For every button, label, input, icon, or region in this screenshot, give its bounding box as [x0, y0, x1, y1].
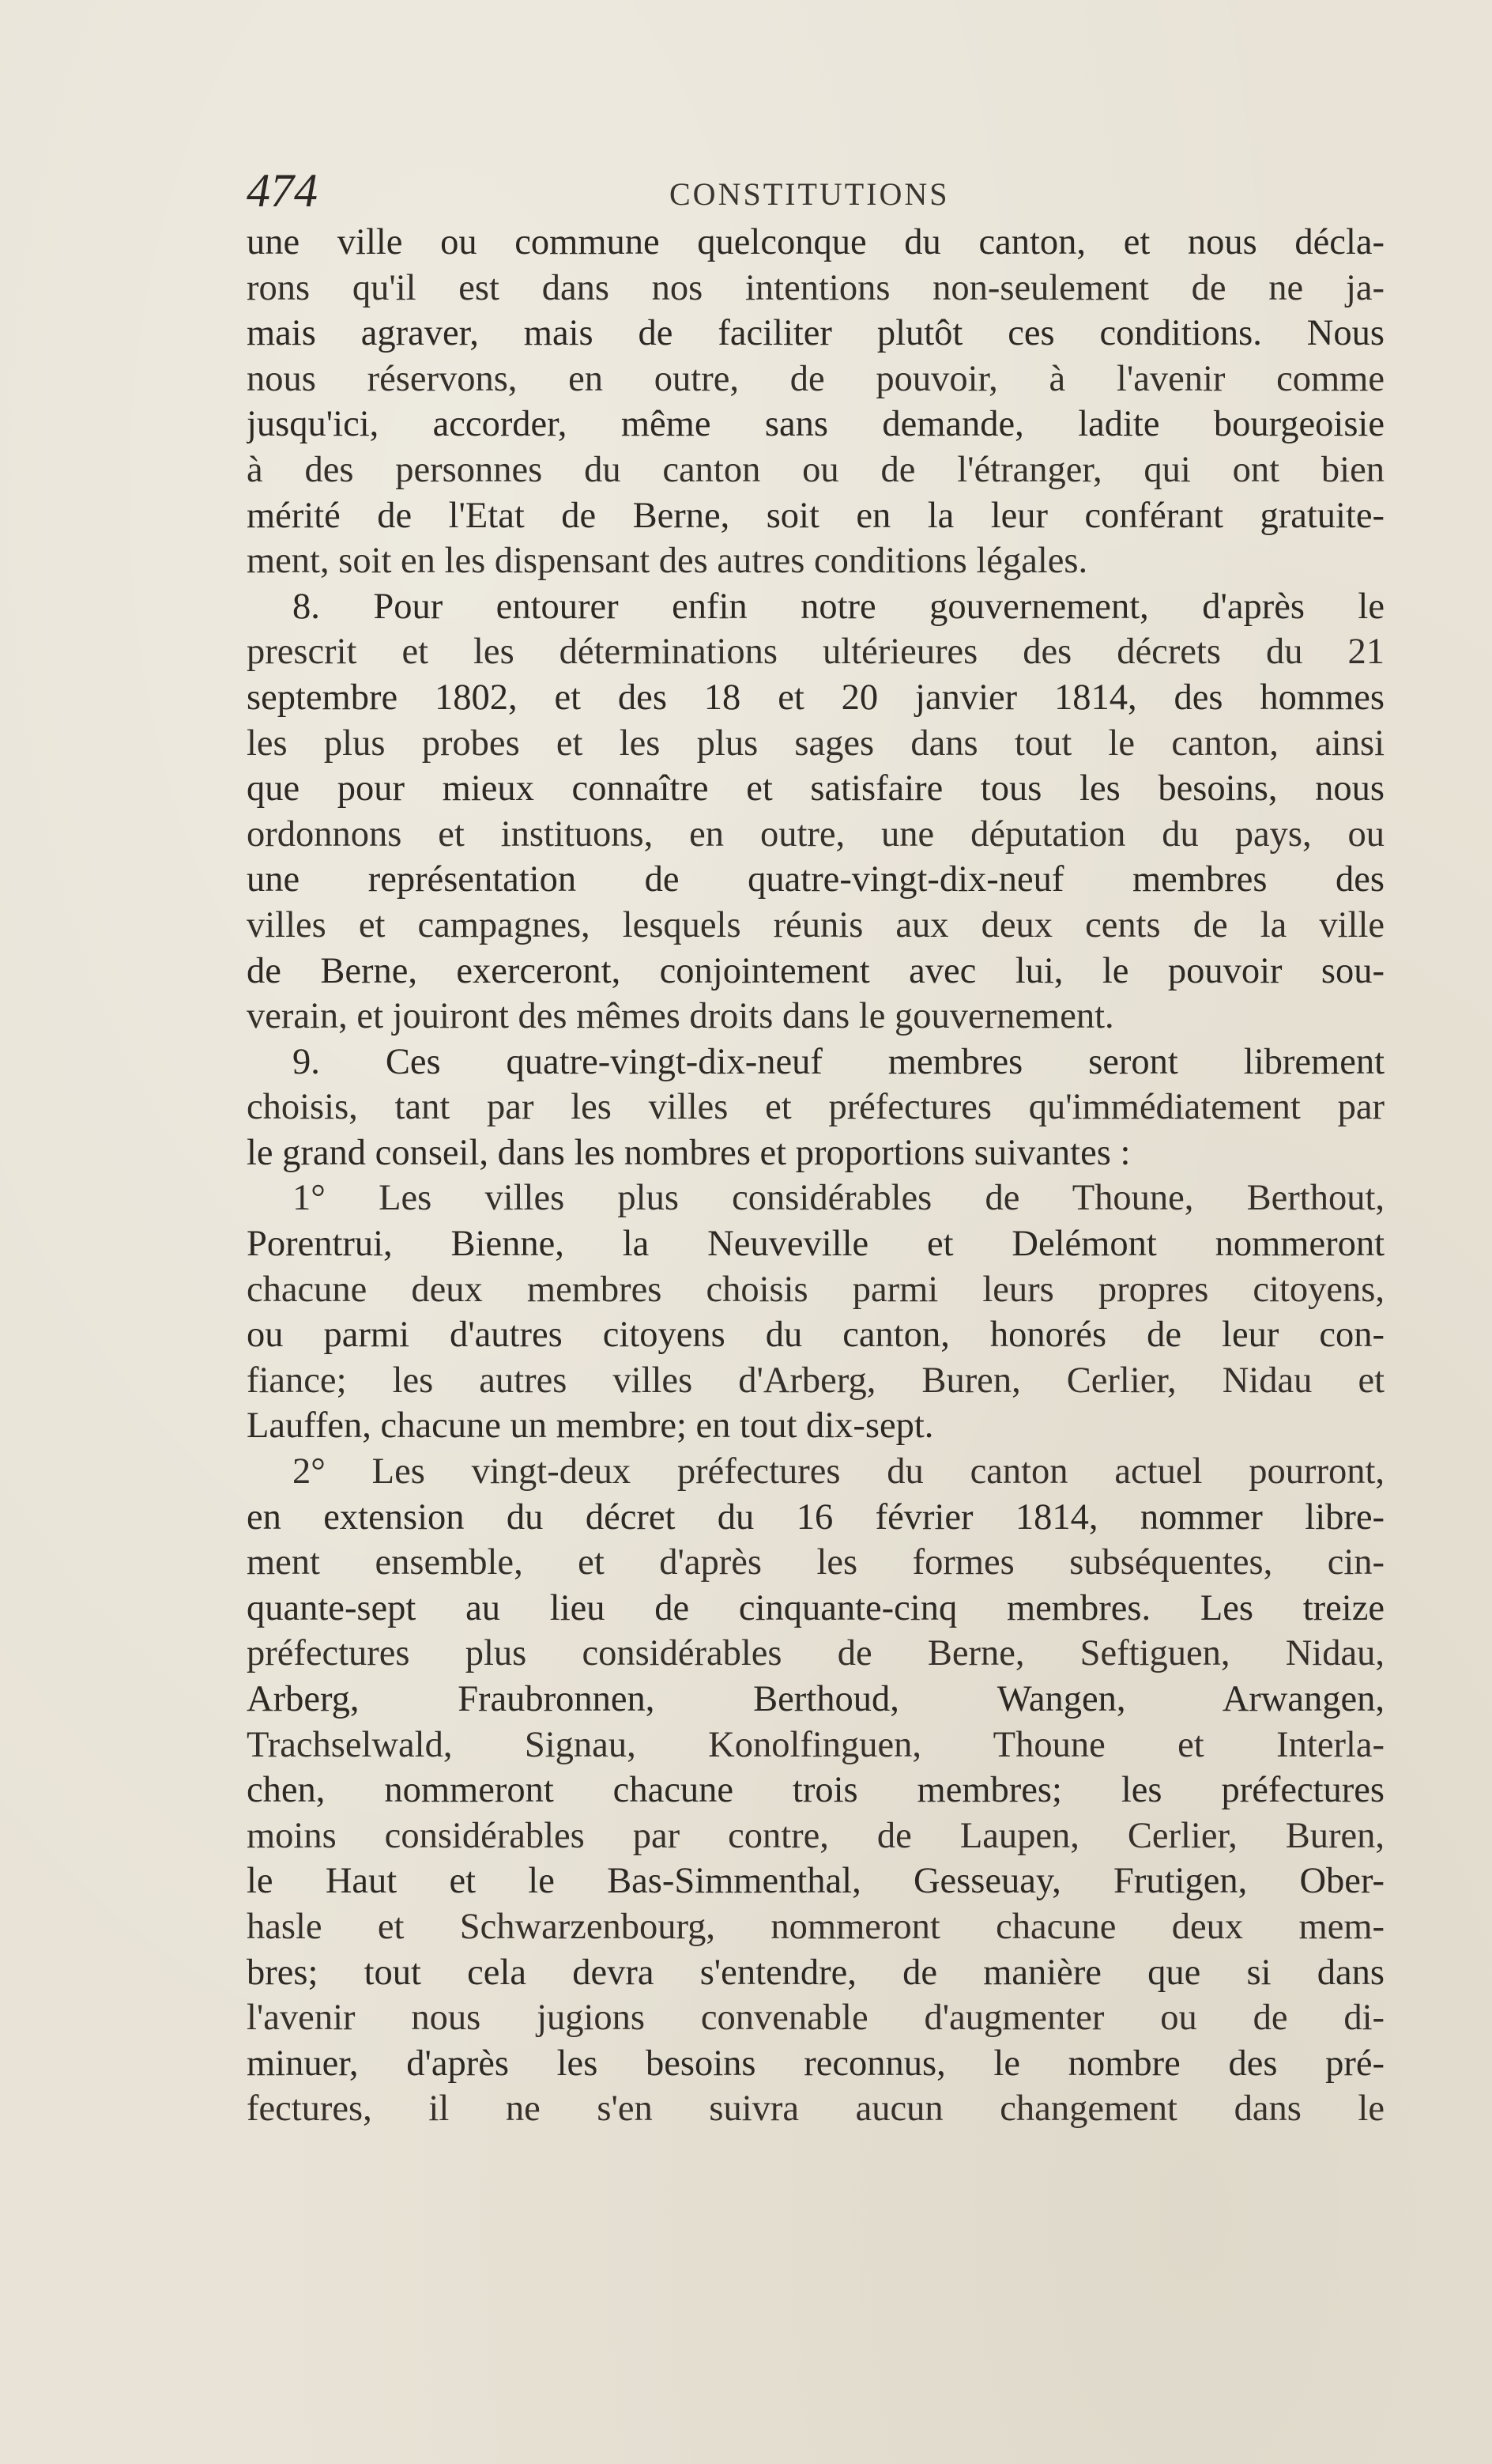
text-line: jusqu'ici, accorder, même sans demande, ladite bourgeoisie — [247, 404, 1385, 445]
text-line: le grand conseil, dans les nombres et proportions suivantes : — [247, 1132, 1131, 1173]
text-line: fectures, il ne s'en suivra aucun changement dans le — [247, 2089, 1385, 2130]
article-8-start: 8. Pour entourer enfin notre gouvernement, d'après le — [292, 586, 1385, 627]
text-line: Lauffen, chacune un membre; en tout dix-sept. — [247, 1406, 934, 1447]
text-line: fiance; les autres villes d'Arberg, Buren, Cerlier, Nidau et — [247, 1360, 1385, 1401]
text-line: Arberg, Fraubronnen, Berthoud, Wangen, Arwangen, — [247, 1679, 1385, 1719]
text-line: chen, nommeront chacune trois membres; les préfectures — [247, 1770, 1385, 1811]
text-line: nous réservons, en outre, de pouvoir, à l'avenir comme — [247, 358, 1385, 399]
text-line: l'avenir nous jugions convenable d'augmenter ou de di- — [247, 1998, 1385, 2039]
text-line: à des personnes du canton ou de l'étranger, qui ont bien — [247, 449, 1385, 490]
article-9-start: 9. Ces quatre-vingt-dix-neuf membres seront librement — [292, 1041, 1385, 1082]
text-line: bres; tout cela devra s'entendre, de manière que si dans — [247, 1952, 1385, 1993]
item-1-start: 1° Les villes plus considérables de Thoune, Berthout, — [292, 1178, 1385, 1219]
text-line: ment, soit en les dispensant des autres conditions légales. — [247, 541, 1088, 582]
text-line: verain, et jouiront des mêmes droits dans le gouvernement. — [247, 996, 1114, 1037]
text-line: rons qu'il est dans nos intentions non-seulement de ne ja- — [247, 267, 1385, 308]
text-line: préfectures plus considérables de Berne, Seftiguen, Nidau, — [247, 1633, 1385, 1674]
text-line: que pour mieux connaître et satisfaire tous les besoins, nous — [247, 768, 1385, 809]
text-line: mérité de l'Etat de Berne, soit en la leur conférant gratuite- — [247, 495, 1385, 536]
text-line: mais agraver, mais de faciliter plutôt ces conditions. Nous — [247, 313, 1385, 354]
text-line: ou parmi d'autres citoyens du canton, honorés de leur con- — [247, 1315, 1385, 1356]
text-line: villes et campagnes, lesquels réunis aux deux cents de la ville — [247, 904, 1385, 945]
text-line: de Berne, exerceront, conjointement avec lui, le pouvoir sou- — [247, 950, 1385, 991]
page-header — [247, 163, 1385, 218]
text-line: le Haut et le Bas-Simmenthal, Gesseuay, Frutigen, Ober- — [247, 1861, 1385, 1902]
text-line: ordonnons et instituons, en outre, une députation du pays, ou — [247, 813, 1385, 855]
text-line: Porentrui, Bienne, la Neuveville et Delémont nommeront — [247, 1224, 1385, 1265]
page-number: 474 — [247, 164, 318, 217]
item-2-start: 2° Les vingt-deux préfectures du canton actuel pourront, — [292, 1451, 1385, 1492]
text-line: moins considérables par contre, de Laupen, Cerlier, Buren, — [247, 1815, 1385, 1856]
text-line: ment ensemble, et d'après les formes subséquentes, cin- — [247, 1542, 1385, 1583]
text-line: une ville ou commune quelconque du canton, et nous décla- — [247, 222, 1385, 262]
text-line: prescrit et les déterminations ultérieures des décrets du 21 — [247, 632, 1385, 673]
text-line: choisis, tant par les villes et préfectures qu'immédiatement par — [247, 1087, 1385, 1128]
text-line: minuer, d'après les besoins reconnus, le nombre des pré- — [247, 2043, 1385, 2084]
running-title: CONSTITUTIONS — [669, 176, 950, 212]
body-text — [247, 220, 1385, 2132]
text-line: Trachselwald, Signau, Konolfinguen, Thoune et Interla- — [247, 1724, 1385, 1765]
text-line: hasle et Schwarzenbourg, nommeront chacune deux mem- — [247, 1906, 1385, 1947]
text-line: quante-sept au lieu de cinquante-cinq membres. Les treize — [247, 1587, 1385, 1628]
text-line: chacune deux membres choisis parmi leurs propres citoyens, — [247, 1269, 1385, 1310]
text-line: une représentation de quatre-vingt-dix-neuf membres des — [247, 859, 1385, 900]
text-line: les plus probes et les plus sages dans tout le canton, ainsi — [247, 723, 1385, 764]
text-line: septembre 1802, et des 18 et 20 janvier 1814, des hommes — [247, 677, 1385, 718]
text-line: en extension du décret du 16 février 1814, nommer libre- — [247, 1496, 1385, 1538]
